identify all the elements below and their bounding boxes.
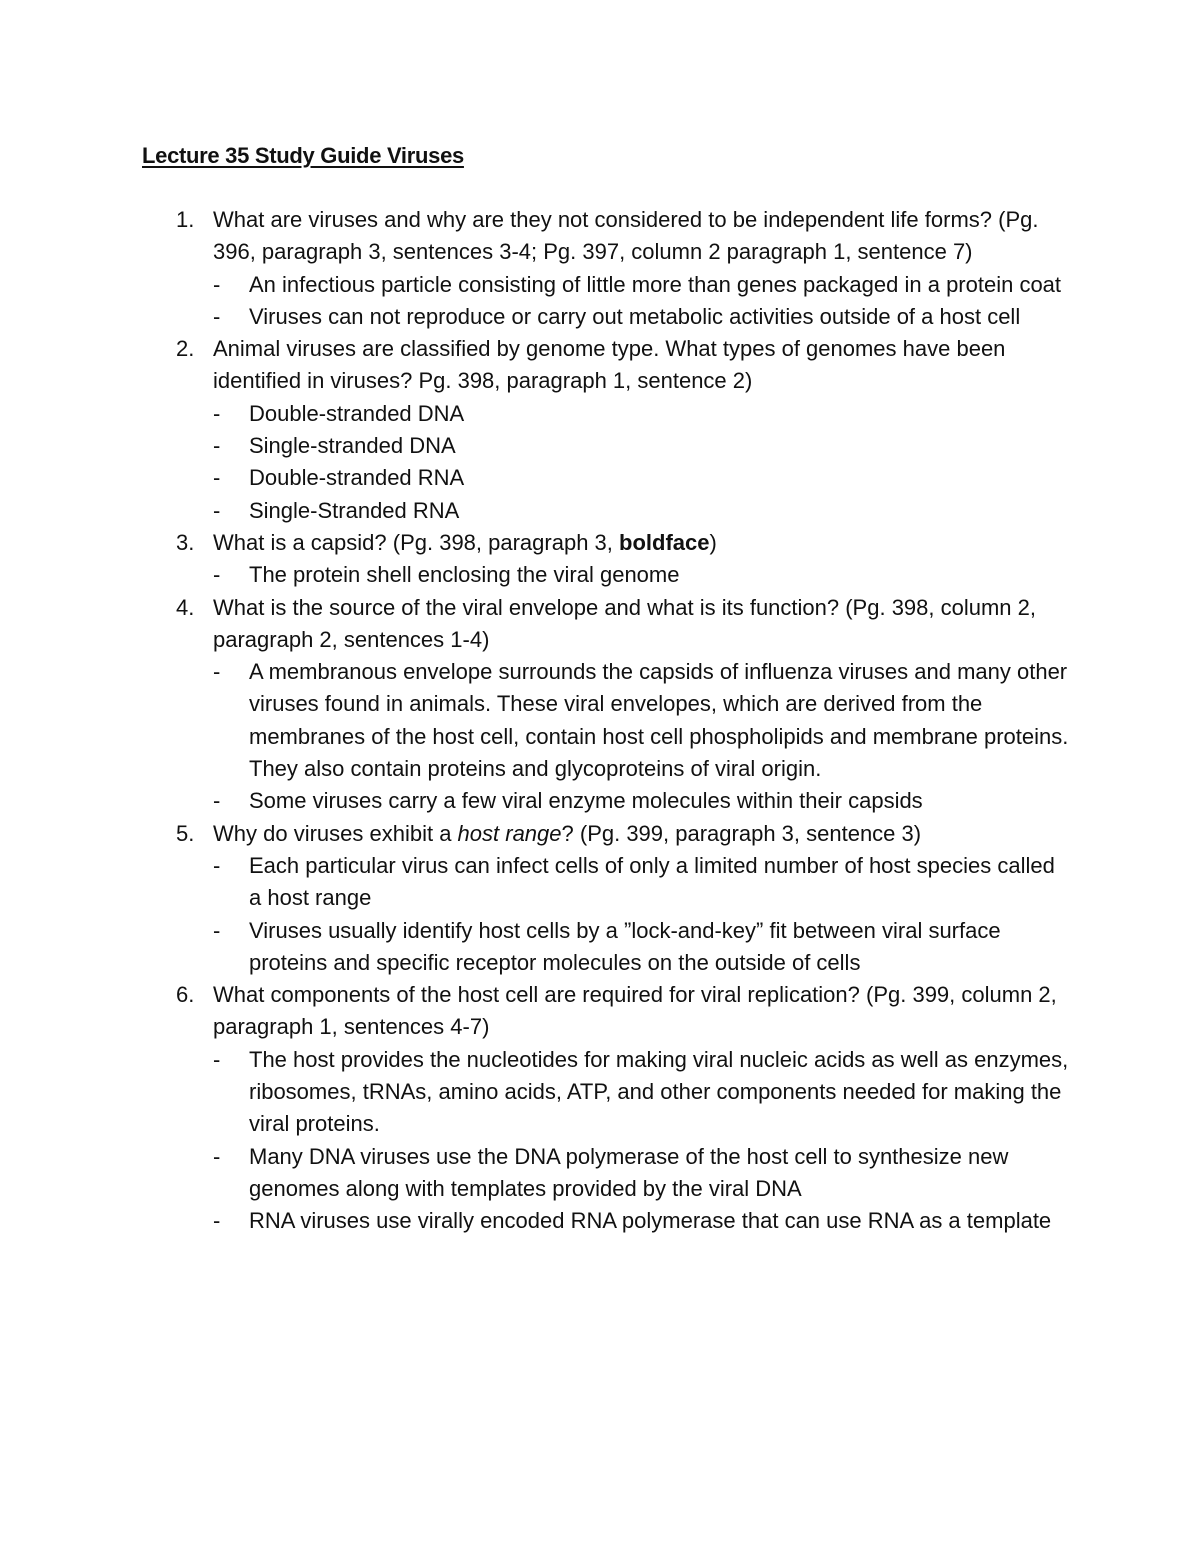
answer-list (213, 269, 1072, 334)
dash-bullet: - (213, 852, 221, 878)
answer-text: Single-stranded DNA (249, 433, 456, 459)
question-text: What is the source of the viral envelope and what is its function? (Pg. 398, column 2, paragraph 2, sentences 1-4) (213, 594, 1037, 652)
question-item (142, 979, 1072, 1237)
question-item (142, 333, 1072, 527)
question-number: 4. (176, 594, 195, 620)
answer-item (213, 495, 1072, 527)
answer-text: The host provides the nucleotides for making viral nucleic acids as well as enzymes, ribosomes, tRNAs, amino acids, ATP, and other components needed for making the viral proteins. (249, 1046, 1069, 1137)
answer-item (213, 785, 1072, 817)
answer-text: Viruses usually identify host cells by a ”lock-and-key” fit between viral surface proteins and specific receptor molecules on the outside of cells (249, 917, 1001, 975)
italic-term: host range (457, 820, 562, 846)
answer-text: RNA viruses use virally encoded RNA polymerase that can use RNA as a template (249, 1208, 1052, 1234)
dash-bullet: - (213, 562, 221, 588)
question-text-part: ) (709, 529, 717, 555)
answer-text: Double-stranded DNA (249, 400, 465, 426)
boldface-term: boldface (619, 529, 710, 555)
answer-text: Some viruses carry a few viral enzyme molecules within their capsids (249, 788, 923, 814)
answer-item (213, 462, 1072, 494)
dash-bullet: - (213, 271, 221, 297)
dash-bullet: - (213, 400, 221, 426)
answer-list (213, 398, 1072, 527)
dash-bullet: - (213, 1143, 221, 1169)
question-text-part: What is a capsid? (Pg. 398, paragraph 3, (213, 529, 620, 555)
dash-bullet: - (213, 788, 221, 814)
answer-item (213, 269, 1072, 301)
question-text: Animal viruses are classified by genome type. What types of genomes have been identified in viruses? Pg. 398, paragraph 1, sentence 2) (213, 336, 1006, 394)
question-number: 5. (176, 820, 195, 846)
answer-list (213, 559, 1072, 591)
answer-item (213, 1205, 1072, 1237)
dash-bullet: - (213, 1208, 221, 1234)
answer-text: Many DNA viruses use the DNA polymerase of the host cell to synthesize new genomes along with templates provided by the viral DNA (249, 1143, 1009, 1201)
page-title: Lecture 35 Study Guide Viruses (142, 143, 464, 168)
answer-list (213, 850, 1072, 979)
question-number: 1. (176, 207, 195, 232)
question-item (142, 592, 1072, 818)
question-number: 2. (176, 336, 195, 362)
question-number: 6. (176, 982, 195, 1008)
question-number: 3. (176, 529, 195, 555)
answer-text: Double-stranded RNA (249, 465, 465, 491)
dash-bullet: - (213, 659, 221, 685)
answer-text: A membranous envelope surrounds the capsids of influenza viruses and many other viruses found in animals. These viral envelopes, which are derived from the membranes of the host cell, contain host cell phospholipids and membrane proteins. They also contain proteins and glycoproteins of viral origin. (249, 659, 1069, 782)
dash-bullet: - (213, 433, 221, 459)
answer-text: Each particular virus can infect cells of only a limited number of host species called a host range (249, 852, 1055, 911)
answer-text: The protein shell enclosing the viral genome (249, 562, 680, 588)
dash-bullet: - (213, 303, 221, 329)
dash-bullet: - (213, 1046, 221, 1072)
dash-bullet: - (213, 465, 221, 491)
answer-item (213, 1044, 1072, 1141)
question-item (142, 527, 1072, 592)
answer-list (213, 1044, 1072, 1238)
answer-item (213, 1141, 1072, 1206)
answer-text: Viruses can not reproduce or carry out metabolic activities outside of a host cell (249, 303, 1021, 329)
answer-item (213, 398, 1072, 430)
answer-text: An infectious particle consisting of little more than genes packaged in a protein coat (249, 271, 1062, 297)
question-text (213, 818, 1072, 850)
question-text: What are viruses and why are they not considered to be independent life forms? (Pg. 396, paragraph 3, sentences 3-4; Pg. 397, column 2 paragraph 1, sentence 7) (213, 207, 1039, 265)
dash-bullet: - (213, 917, 221, 943)
answer-text: Single-Stranded RNA (249, 497, 460, 523)
answer-item (213, 850, 1072, 915)
question-text-part: ? (Pg. 399, paragraph 3, sentence 3) (561, 820, 922, 846)
question-text-part: Why do viruses exhibit a (213, 820, 458, 846)
question-list (142, 204, 1072, 1238)
question-text: What components of the host cell are required for viral replication? (Pg. 399, column 2, paragraph 1, sentences 4-7) (213, 982, 1057, 1040)
question-text (213, 527, 1072, 559)
question-item (142, 818, 1072, 979)
answer-item (213, 430, 1072, 462)
answer-item (213, 301, 1072, 333)
answer-item (213, 656, 1072, 785)
dash-bullet: - (213, 497, 221, 523)
answer-item (213, 915, 1072, 980)
answer-list (213, 656, 1072, 817)
answer-item (213, 559, 1072, 591)
question-item (142, 204, 1072, 333)
